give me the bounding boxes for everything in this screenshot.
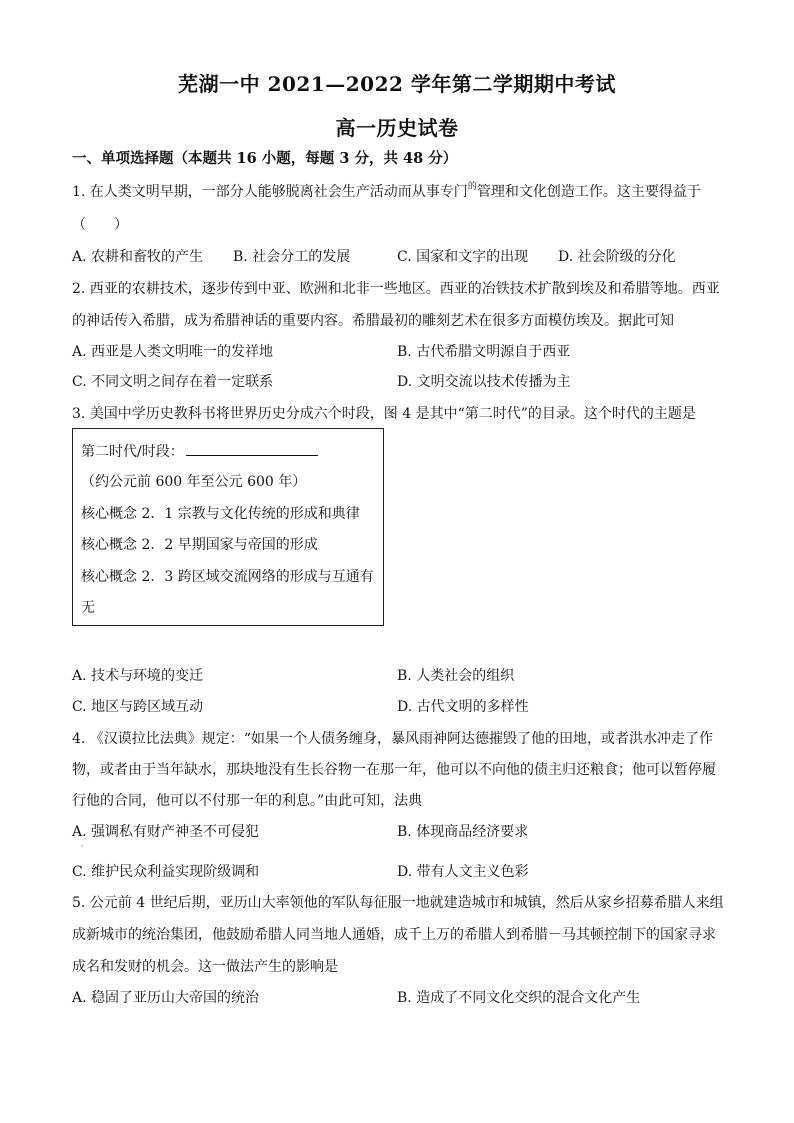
figure-line-2: （约公元前 600 年至公元 600 年）: [81, 474, 307, 490]
question-3-option-b: B. 人类社会的组织: [397, 668, 515, 684]
question-1-option-a: A. 农耕和畜牧的产生: [72, 249, 204, 265]
question-2-option-d: D. 文明交流以技术传播为主: [397, 374, 571, 390]
question-5-stem-line-2: 成新城市的统治集团，他鼓励希腊人同当地人通婚，成千上万的希腊人到希腊－马其顿控制下的国家寻求: [72, 927, 716, 943]
question-3-option-d: D. 古代文明的多样性: [397, 699, 529, 715]
question-4-option-c: C. 维护民众利益实现阶级调和: [72, 864, 260, 880]
question-1-option-b: B. 社会分工的发展: [233, 249, 351, 265]
question-2-stem-line-1: 2. 西亚的农耕技术，逐步传到中亚、欧洲和北非一些地区。西亚的冶铁技术扩散到埃及和希腊等地。西亚: [72, 281, 720, 297]
question-1-stem-line-1: 1. 在人类文明早期，一部分人能够脱离社会生产活动而从事专门$^的$管理和文化创造工作。这主要得益于: [72, 182, 701, 200]
figure-line-3: 核心概念 2．1 宗教与文化传统的形成和典律: [81, 506, 360, 522]
figure-line-6: 无: [81, 600, 95, 616]
question-4-option-d: D. 带有人文主义色彩: [397, 864, 529, 880]
question-4-stem-line-3: 行他的合同，他可以不付那一年的利息。”由此可知，法典: [72, 793, 423, 809]
exam-title: 芜湖一中 2021—2022 学年第二学期期中考试: [178, 72, 616, 96]
question-3-stem-line-1: 3. 美国中学历史教科书将世界历史分成六个时段，图 4 是其中“第二时代”的目录。这个时代的主题是: [72, 406, 696, 422]
question-1-option-d: D. 社会阶级的分化: [558, 249, 676, 265]
question-2-option-c: C. 不同文明之间存在着一定联系: [72, 374, 274, 390]
figure-line-1: 第二时代/时段：: [81, 441, 318, 462]
question-4-stem-line-2: 物，或者由于当年缺水，那块地没有生长谷物一在那一年，他可以不向他的债主归还粮食；他可以暂停履: [72, 762, 716, 778]
question-1-superscript: 的: [467, 182, 477, 192]
question-4-option-b: B. 体现商品经济要求: [397, 824, 529, 840]
question-2-option-b: B. 古代希腊文明源自于西亚: [397, 344, 571, 360]
question-5-stem-line-1: 5. 公元前 4 世纪后期，亚历山大率领他的军队每征服一地就建造城市和城镇，然后从家乡招募希腊人来组: [72, 895, 724, 911]
figure-line-5: 核心概念 2．3 跨区域交流网络的形成与互通有: [81, 569, 374, 585]
stray-mark: ·: [81, 842, 84, 851]
question-3-option-c: C. 地区与跨区域互动: [72, 699, 204, 715]
question-1-option-c: C. 国家和文字的出现: [397, 249, 529, 265]
question-5-stem-line-3: 成名和发财的机会。这一做法产生的影响是: [72, 959, 338, 975]
question-2-stem-line-2: 的神话传入希腊，成为希腊神话的重要内容。希腊最初的雕刻艺术在很多方面模仿埃及。据此可知: [72, 313, 674, 329]
answer-blank: [186, 441, 318, 456]
question-1-stem-line-2: （ ）: [72, 217, 128, 233]
question-3-option-a: A. 技术与环境的变迁: [72, 668, 204, 684]
question-3-figure-box: [72, 428, 384, 626]
exam-subtitle: 高一历史试卷: [335, 116, 459, 140]
question-2-option-a: A. 西亚是人类文明唯一的发祥地: [72, 344, 274, 360]
section-heading: 一、单项选择题（本题共 16 小题，每题 3 分，共 48 分）: [72, 150, 458, 167]
figure-line-4: 核心概念 2．2 早期国家与帝国的形成: [81, 537, 318, 553]
question-5-option-a: A. 稳固了亚历山大帝国的统治: [72, 990, 260, 1006]
question-4-stem-line-1: 4. 《汉谟拉比法典》规定：“如果一个人债务缠身，暴风雨神阿达德摧毁了他的田地，或者洪水冲走了作: [72, 731, 713, 747]
question-4-option-a: A. 强调私有财产神圣不可侵犯: [72, 824, 260, 840]
question-5-option-b: B. 造成了不同文化交织的混合文化产生: [397, 990, 641, 1006]
